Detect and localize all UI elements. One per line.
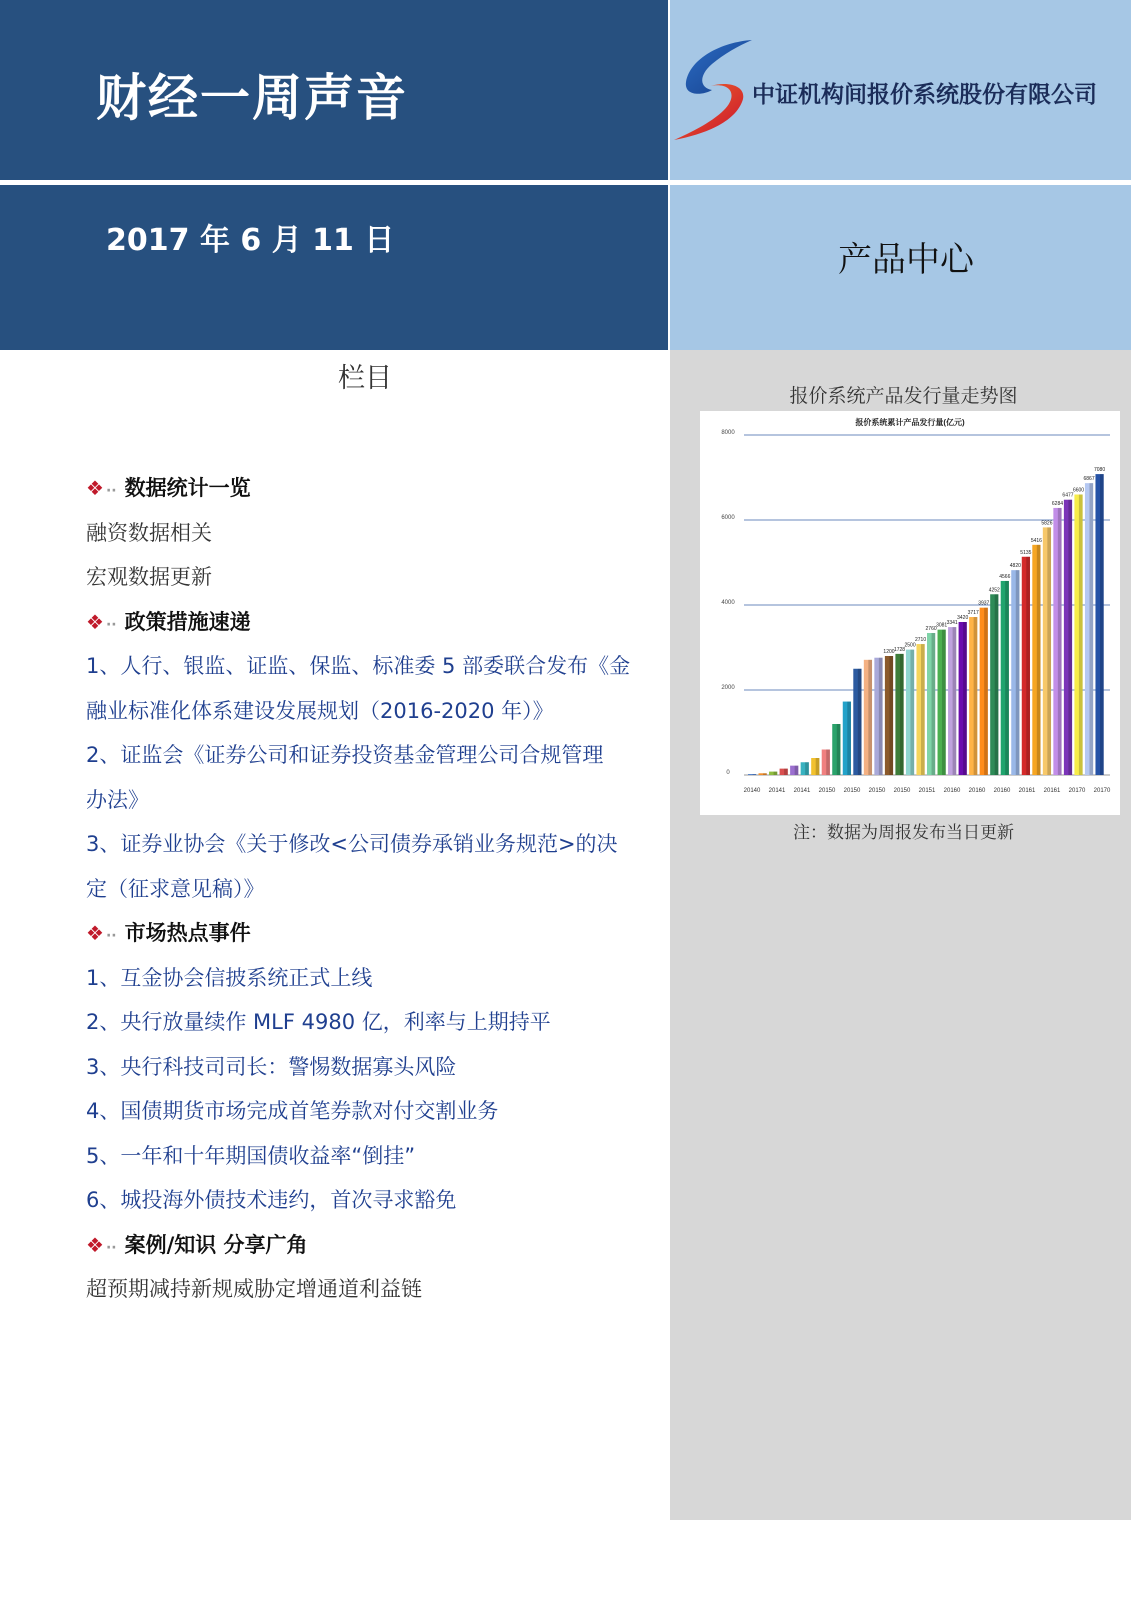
- toc-item[interactable]: 5、一年和十年期国债收益率“倒挂”: [86, 1143, 416, 1168]
- toc-item[interactable]: 1、人行、银监、证监、保监、标准委 5 部委联合发布《金: [86, 654, 631, 678]
- bullet-dots: ··: [105, 1239, 117, 1256]
- bar-shade: [753, 774, 757, 775]
- data-label: 3937: [978, 600, 990, 607]
- toc-item[interactable]: 4、国债期货市场完成首笔券款对付交割业务: [86, 1099, 499, 1123]
- bar-shade: [1026, 557, 1030, 775]
- column-title: 栏目: [338, 363, 392, 394]
- section-title: 数据统计一览: [124, 476, 251, 500]
- department-name: 产品中心: [838, 240, 974, 280]
- header-left-bottom: [0, 185, 668, 350]
- bar-shade: [805, 762, 809, 775]
- bullet-icon: ❖: [86, 1232, 104, 1257]
- chart-title: 报价系统累计产品发行量(亿元): [855, 418, 965, 427]
- data-label: 6600: [1072, 487, 1085, 494]
- toc-item[interactable]: 6、城投海外债技术违约，首次寻求豁免: [86, 1188, 457, 1212]
- data-label: 7080: [1094, 467, 1106, 474]
- bar-shade: [816, 758, 820, 775]
- toc-item[interactable]: 融业标准化体系建设发展规划（2016-2020 年）》: [86, 698, 554, 723]
- data-label: 2710: [915, 637, 927, 644]
- bar-shade: [1079, 495, 1083, 776]
- x-tick-label: 20140: [743, 788, 761, 794]
- x-tick-label: 20150: [843, 788, 861, 794]
- data-label: 6867: [1083, 476, 1095, 483]
- bar-shade: [910, 650, 914, 775]
- bar-shade: [1047, 527, 1051, 775]
- data-label: 2760: [925, 626, 937, 633]
- bullet-icon: ❖: [86, 476, 104, 500]
- y-tick-label: 0: [726, 770, 730, 776]
- bullet-dots: ··: [105, 928, 117, 944]
- data-label: 3341: [946, 620, 958, 627]
- toc-item[interactable]: 融资数据相关: [86, 520, 212, 545]
- table-of-contents: [86, 466, 656, 1312]
- bar-shade: [900, 654, 904, 775]
- bar-shade: [795, 766, 799, 775]
- x-tick-label: 20141: [768, 788, 786, 794]
- data-label: 5416: [1030, 537, 1042, 544]
- bar-shade: [953, 627, 957, 775]
- company-name: 中证机构间报价系统股份有限公司: [752, 82, 1097, 108]
- bar-shade: [784, 769, 788, 775]
- bar-shade: [826, 750, 830, 776]
- bar-shade: [1058, 508, 1062, 775]
- section-heading: [86, 600, 656, 645]
- data-label: 3717: [967, 610, 979, 617]
- report-date: 2017 年 6 月 11 日: [106, 223, 395, 258]
- x-tick-label: 20160: [943, 788, 961, 794]
- bar-shade: [868, 660, 872, 775]
- bar-shade: [1100, 474, 1104, 775]
- bullet-dots: ··: [105, 616, 117, 633]
- data-label: 6284: [1051, 500, 1064, 507]
- data-label: 5826: [1041, 520, 1053, 527]
- bar-shade: [858, 669, 862, 775]
- bar-shade: [984, 608, 988, 775]
- data-label: 1728: [893, 646, 906, 653]
- toc-item[interactable]: 2、央行放量续作 MLF 4980 亿，利率与上期持平: [86, 1010, 551, 1034]
- chart-note: 注：数据为周报发布当日更新: [793, 823, 1014, 843]
- issuance-chart: [700, 411, 1120, 815]
- bar-shade: [1089, 483, 1093, 775]
- toc-item[interactable]: 1、互金协会信披系统正式上线: [86, 965, 373, 990]
- bar-shade: [889, 656, 893, 775]
- data-label: 3081: [936, 622, 948, 629]
- x-tick-label: 20160: [993, 788, 1011, 794]
- data-label: 1200: [883, 649, 895, 655]
- bar-shade: [932, 633, 936, 775]
- bar-shade: [995, 594, 999, 775]
- toc-item[interactable]: 宏观数据更新: [86, 565, 212, 589]
- section-title: 政策措施速递: [124, 609, 251, 634]
- x-tick-label: 20161: [1018, 788, 1036, 794]
- data-label: 2500: [904, 642, 916, 649]
- x-tick-label: 20170: [1068, 788, 1086, 794]
- bar-shade: [763, 773, 767, 775]
- x-tick-label: 20160: [968, 788, 986, 794]
- toc-item[interactable]: 3、央行科技司司长：警惕数据寡头风险: [86, 1054, 457, 1079]
- bullet-dots: ··: [105, 483, 117, 499]
- x-tick-label: 20141: [793, 788, 811, 794]
- header-divider: [0, 180, 1131, 185]
- x-tick-label: 20150: [893, 788, 911, 794]
- y-tick-label: 2000: [721, 685, 735, 691]
- x-tick-label: 20161: [1043, 788, 1061, 794]
- report-title: 财经一周声音: [96, 69, 408, 127]
- x-tick-label: 20170: [1093, 788, 1111, 794]
- data-label: 3420: [957, 615, 969, 621]
- data-label: 6477: [1062, 492, 1074, 499]
- toc-item[interactable]: 超预期减持新规威胁定增通道利益链: [86, 1277, 422, 1301]
- bar-shade: [1005, 581, 1009, 775]
- toc-item[interactable]: 3、证券业协会《关于修改<公司债券承销业务规范>的决: [86, 832, 618, 856]
- bar-shade: [847, 702, 851, 775]
- data-label: 5135: [1020, 549, 1032, 556]
- bullet-icon: ❖: [86, 609, 104, 634]
- chart-heading: 报价系统产品发行量走势图: [789, 385, 1018, 407]
- toc-item[interactable]: 2、证监会《证券公司和证券投资基金管理公司合规管理: [86, 743, 604, 767]
- y-tick-label: 4000: [721, 600, 735, 606]
- y-tick-label: 8000: [721, 430, 735, 436]
- x-tick-label: 20150: [868, 788, 886, 794]
- section-heading: [86, 911, 656, 956]
- data-label: 4820: [1009, 563, 1021, 570]
- section-heading: [86, 466, 656, 511]
- bar-shade: [921, 644, 925, 775]
- data-label: 4252: [988, 587, 1000, 594]
- toc-item[interactable]: 定（征求意见稿）》: [86, 876, 265, 901]
- x-tick-label: 20150: [818, 788, 836, 794]
- data-label: 4566: [999, 573, 1011, 580]
- section-title: 案例/知识 分享广角: [124, 1232, 308, 1257]
- section-heading: [86, 1223, 656, 1268]
- toc-item[interactable]: 办法》: [86, 787, 149, 812]
- bullet-icon: ❖: [86, 921, 104, 945]
- bar-shade: [879, 658, 883, 775]
- y-tick-label: 6000: [721, 515, 735, 521]
- section-title: 市场热点事件: [124, 921, 251, 945]
- bar-shade: [774, 772, 778, 775]
- bar-shade: [1068, 500, 1072, 775]
- x-tick-label: 20151: [918, 788, 936, 794]
- bar-shade: [837, 724, 841, 775]
- bar-shade: [1016, 570, 1020, 775]
- bar-shade: [974, 617, 978, 775]
- bar-shade: [1037, 545, 1041, 775]
- bar-shade: [963, 622, 967, 775]
- bar-shade: [942, 630, 946, 775]
